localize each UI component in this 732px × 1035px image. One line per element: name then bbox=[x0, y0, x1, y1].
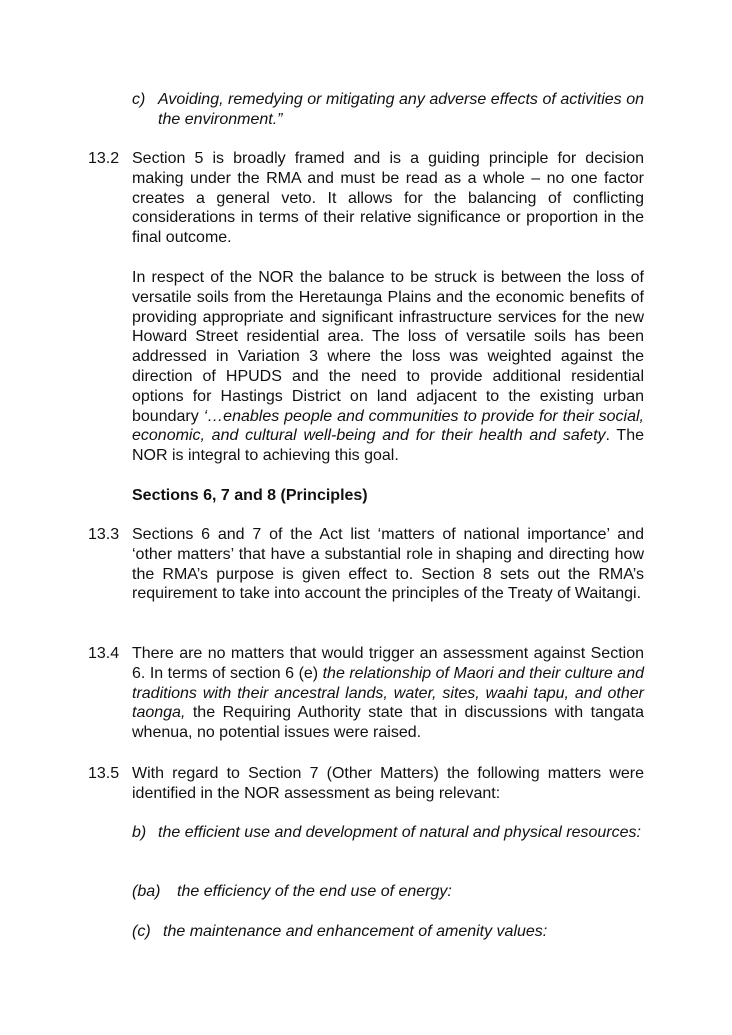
paragraph-13-2-continued-text-b: . The NOR is integral to achieving this goal. bbox=[132, 427, 644, 465]
list-text-c: the maintenance and enhancement of amenity values: bbox=[163, 923, 548, 940]
paragraph-number-13-4: 13.4 bbox=[88, 645, 120, 662]
paragraph-13-2-continued-text-a: In respect of the NOR the balance to be struck is between the loss of versatile soils from the Heretaunga Plains and the economic benefits of providing appropriate and significant infrastructure services for the new Howard Street residential area. The loss of versatile soils has been addressed in Variation 3 where the loss was weighted against the direction of HPUDS and the need to provide additional residential options for Hastings District on land adjacent to the existing urban boundary bbox=[132, 269, 644, 425]
section-heading: Sections 6, 7 and 8 (Principles) bbox=[132, 487, 368, 504]
paragraph-number-13-5: 13.5 bbox=[88, 765, 120, 782]
list-label-ba: (ba) bbox=[132, 883, 161, 900]
list-text-b: the efficient use and development of natural and physical resources: bbox=[158, 824, 641, 841]
list-text-ba: the efficiency of the end use of energy: bbox=[177, 883, 452, 900]
list-text-c-top: Avoiding, remedying or mitigating any adverse effects of activities on the environment.” bbox=[158, 91, 644, 128]
paragraph-13-2-continued bbox=[132, 268, 644, 466]
paragraph-number-13-3: 13.3 bbox=[88, 526, 120, 543]
paragraph-13-4-text-a: There are no matters that would trigger an assessment against Section 6. In terms of section 6 (e) bbox=[132, 645, 644, 682]
paragraph-13-5: With regard to Section 7 (Other Matters) the following matters were identified in the NOR assessment as being relevant: bbox=[132, 765, 644, 802]
paragraph-13-4 bbox=[132, 644, 644, 743]
paragraph-13-3: Sections 6 and 7 of the Act list ‘matters of national importance’ and ‘other matters’ that have a substantial role in shaping and directing how the RMA’s purpose is given effect to. Section 8 sets out the RMA’s requirement to take into account the principles of the Treaty of Waitangi. bbox=[132, 526, 644, 603]
paragraph-number-13-2: 13.2 bbox=[88, 150, 120, 167]
list-label-b: b) bbox=[132, 824, 147, 841]
list-label-c-top: c) bbox=[132, 91, 146, 108]
list-label-c: (c) bbox=[132, 923, 151, 940]
paragraph-13-2: Section 5 is broadly framed and is a guiding principle for decision making under the RMA and must be read as a whole – no one factor creates a general veto. It allows for the balancing of conflicting considerations in terms of their relative significance or proportion in the final outcome. bbox=[132, 150, 644, 247]
paragraph-13-2-continued-quote: ‘…enables people and communities to provide for their social, economic, and cultural well-being and for their health and safety bbox=[132, 407, 644, 445]
paragraph-13-4-text-b: the Requiring Authority state that in discussions with tangata whenua, no potential issues were raised. bbox=[132, 704, 644, 742]
paragraph-13-4-italic: the relationship of Maori and their culture and traditions with their ancestral lands, water, sites, waahi tapu, and other taonga, bbox=[132, 664, 645, 722]
